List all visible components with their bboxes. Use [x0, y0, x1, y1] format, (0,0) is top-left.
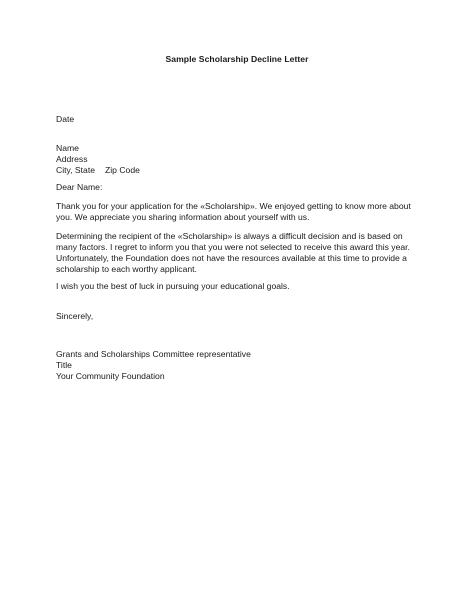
paragraph-line: you. We appreciate you sharing information about yourself with us. [56, 212, 310, 222]
recipient-city-state: City, State [56, 165, 96, 175]
paragraph-decision [56, 231, 428, 275]
paragraph-line: many factors. I regret to inform you that you were not selected to receive this award this year. [56, 242, 410, 252]
letter-title: Sample Scholarship Decline Letter [165, 54, 309, 64]
date-line: Date [56, 114, 75, 124]
signature-line-1: Grants and Scholarships Committee representative [56, 349, 251, 359]
recipient-city-line [56, 165, 428, 176]
paragraph-line: scholarship to each worthy applicant. [56, 264, 197, 274]
paragraph-line: Unfortunately, the Foundation does not have the resources available at this time to provide a [56, 253, 407, 263]
paragraph-thank-you [56, 201, 428, 223]
signature-organization: Your Community Foundation [56, 371, 165, 381]
paragraph-line: Thank you for your application for the «Scholarship». We enjoyed getting to know more about [56, 201, 411, 211]
recipient-name: Name [56, 143, 79, 153]
paragraph-best-wishes: I wish you the best of luck in pursuing your educational goals. [56, 281, 290, 291]
closing: Sincerely, [56, 311, 94, 321]
greeting: Dear Name: [56, 182, 103, 192]
recipient-block [56, 143, 428, 176]
signature-title: Title [56, 360, 72, 370]
signature-block [56, 349, 428, 382]
recipient-zip: Zip Code [105, 165, 140, 175]
recipient-address: Address [56, 154, 88, 164]
paragraph-line: Determining the recipient of the «Scholarship» is always a difficult decision and is based on [56, 231, 403, 241]
